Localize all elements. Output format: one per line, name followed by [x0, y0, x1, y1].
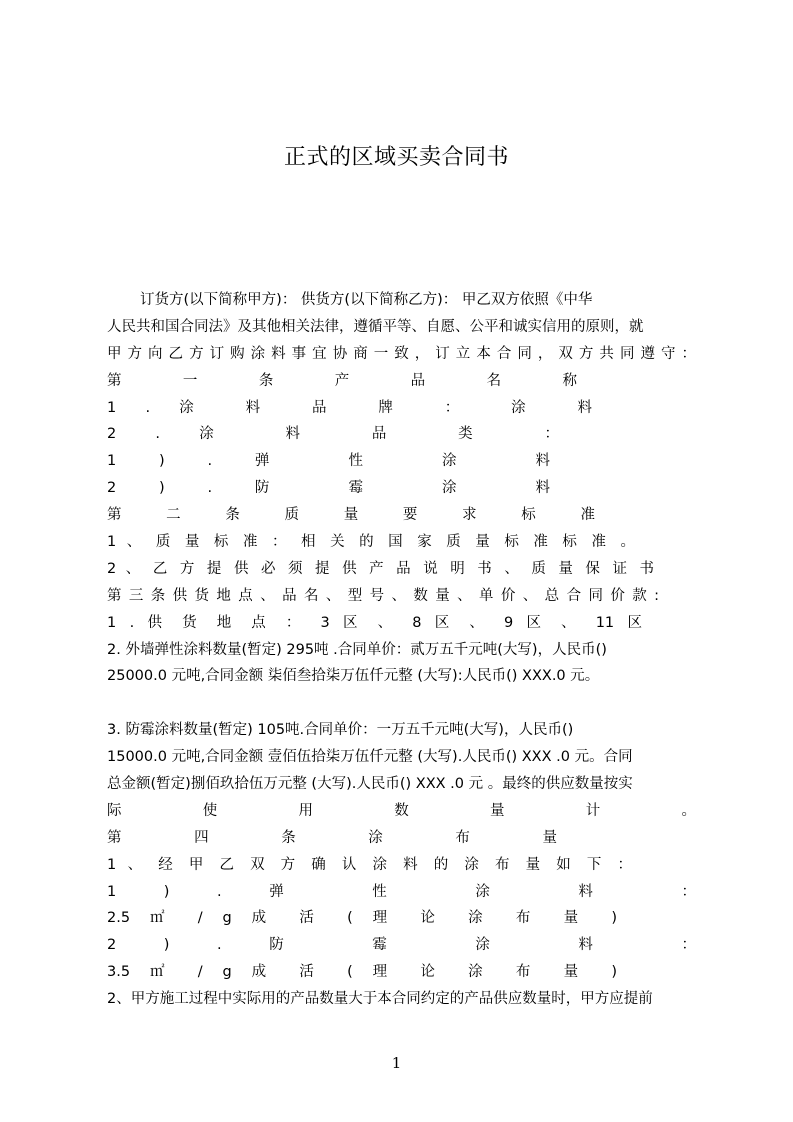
- contract-line: 订货方(以下简称甲方)： 供货方(以下简称乙方)： 甲乙双方依照《中华: [140, 292, 593, 308]
- article-heading: 第 一 条 产 品 名 称: [107, 372, 577, 389]
- contract-line: 2.5 ㎡ / g 成 活 ( 理 论 涂 布 量 ): [107, 910, 617, 927]
- contract-line: 2 . 涂 料 品 类 ：: [107, 426, 559, 443]
- contract-line: 总金额(暂定)捌佰玖拾伍万元整 (大写).人民币() XXX .0 元 。最终的供应数量按实: [107, 776, 633, 793]
- page-title: 正式的区域买卖合同书: [283, 145, 509, 170]
- contract-line: 甲方向乙方订购涂料事宜协商一致，订立本合同，双方共同遵守：: [107, 345, 696, 362]
- article-heading: 第 四 条 涂 布 量: [107, 829, 557, 846]
- contract-line: 际 使 用 数 量 计 。: [107, 802, 696, 819]
- contract-line: 2 ) . 防 霉 涂 料: [107, 480, 550, 497]
- page-number: 1: [391, 1054, 402, 1072]
- contract-line: 1 . 供 货 地 点 ： 3 区 、 8 区 、 9 区 、 11 区: [107, 614, 642, 631]
- contract-line: 2. 外墙弹性涂料数量(暂定) 295吨 .合同单价：贰万五千元吨(大写)，人民币(): [107, 641, 607, 658]
- contract-line: 15000.0 元吨,合同金额 壹佰伍拾柒万伍仟元整 (大写).人民币() XXX .0 元。合同: [107, 749, 633, 766]
- contract-line: 1 ) . 弹 性 涂 料: [107, 453, 550, 470]
- contract-line: 2 、 乙 方 提 供 必 须 提 供 产 品 说 明 书 、 质 量 保 证 书: [107, 560, 654, 577]
- contract-line: 2 ) . 防 霉 涂 料 ：: [107, 937, 696, 954]
- contract-line: 1 ) . 弹 性 涂 料 ：: [107, 883, 696, 900]
- contract-line: 25000.0 元吨,合同金额 柒佰叁拾柒万伍仟元整 (大写):人民币() XXX.0 元。: [107, 668, 600, 685]
- contract-line: 3.5 ㎡ / g 成 活 ( 理 论 涂 布 量 ): [107, 964, 617, 981]
- contract-line: 2、甲方施工过程中实际用的产品数量大于本合同约定的产品供应数量时，甲方应提前: [107, 991, 653, 1008]
- blank-line: [107, 690, 696, 717]
- contract-line: 1 、 质 量 标 准 ： 相 关 的 国 家 质 量 标 准 标 准 。: [107, 534, 635, 551]
- article-heading: 第 三 条 供 货 地 点 、 品 名 、 型 号 、 数 量 、 单 价 、 总 合 同 价 款 :: [107, 587, 659, 604]
- contract-line: 3. 防霉涂料数量(暂定) 105吨.合同单价：一万五千元吨(大写)，人民币(): [107, 722, 574, 739]
- contract-line: 1 、 经 甲 乙 双 方 确 认 涂 料 的 涂 布 量 如 下 ：: [107, 856, 632, 873]
- contract-line: 人民共和国合同法》及其他相关法律，遵循平等、自愿、公平和诚实信用的原则，就: [107, 318, 644, 335]
- article-heading: 第 二 条 质 量 要 求 标 准: [107, 507, 595, 524]
- contract-body: [107, 287, 696, 1013]
- contract-line: 1 . 涂 料 品 牌 ： 涂 料: [107, 399, 592, 416]
